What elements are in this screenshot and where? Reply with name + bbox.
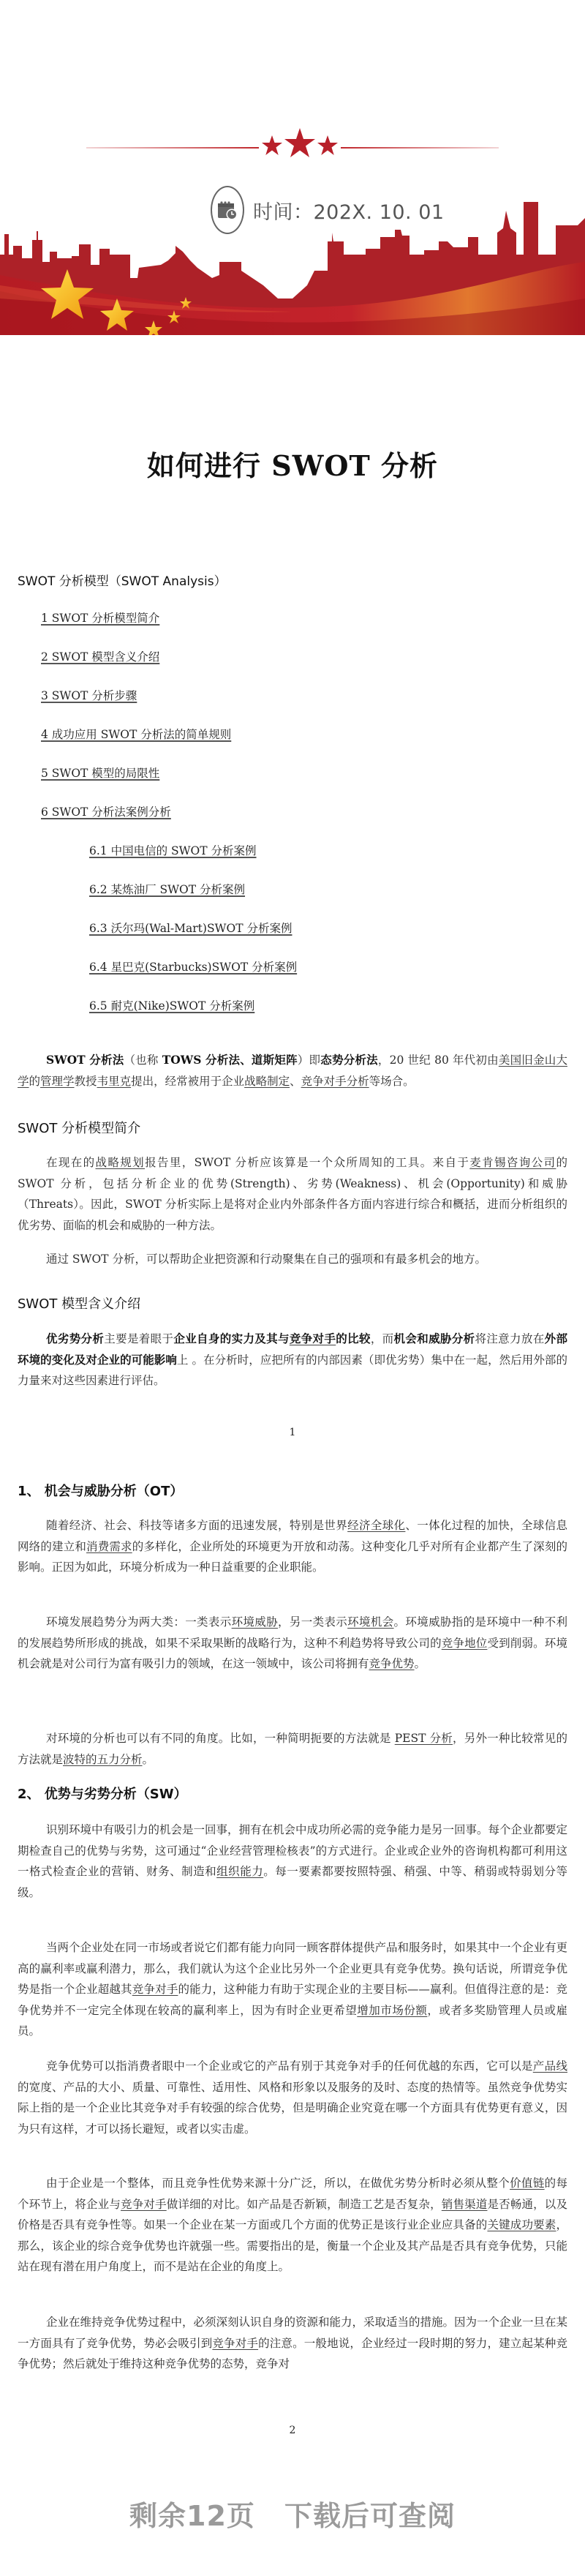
link-competitor-2[interactable]: 竞争对手 — [132, 1983, 178, 1996]
download-to-view-label: 下载后可查阅 — [284, 2500, 456, 2532]
section-heading-intro: SWOT 分析模型简介 — [18, 1121, 141, 1136]
link-porter-five-forces[interactable]: 波特的五力分析 — [63, 1752, 143, 1766]
section2-paragraph-1: 优劣势分析主要是着眼于企业自身的实力及其与竞争对手的比较，而机会和威胁分析将注意力放在外部环境的变化及对企业的可能影响上 。在分析时，应把所有的内部因素（即优劣势）集中在一起，然后用外部的力量来对这些因素进行评估。 — [18, 1332, 567, 1387]
sw-paragraph-5: 企业在维持竞争优势过程中，必须深刻认识自身的资源和能力，采取适当的措施。因为一个企业一旦在某一方面具有了竞争优势，势必会吸引到竞争对手的注意。一般地说，企业经过一段时期的努力，建立起某种竞争优势；然后就处于维持这种竞争优势的态势，竞争对 — [18, 2316, 568, 2370]
city-skyline-illustration — [0, 189, 585, 335]
link-env-opportunity[interactable]: 环境机会 — [347, 1615, 394, 1629]
ot-paragraph-2: 环境发展趋势分为两大类：一类表示环境威胁，另一类表示环境机会。环境威胁指的是环境中一种不利的发展趋势所形成的挑战，如果不采取果断的战略行为，这种不利趋势将导致公司的竞争地位受到削弱。环境机会就是对公司行为富有吸引力的领域，在这一领域中，该公司将拥有竞争优势。 — [18, 1615, 567, 1670]
link-competitor-analysis[interactable]: 竞争对手分析 — [301, 1074, 369, 1088]
link-sales-channel[interactable]: 销售渠道 — [441, 2197, 488, 2211]
toc-heading: SWOT 分析模型（SWOT Analysis） — [18, 574, 227, 589]
remaining-pages-label: 剩余12页 — [129, 2500, 255, 2532]
toc-link-2[interactable]: 2 SWOT 模型含义介绍 — [41, 650, 160, 664]
link-product-line[interactable]: 产品线 — [532, 2059, 567, 2073]
page-number-1: 1 — [289, 1427, 296, 1438]
link-strategic-planning[interactable]: 战略规划 — [95, 1156, 146, 1169]
toc-link-6-5[interactable]: 6.5 耐克(Nike)SWOT 分析案例 — [89, 999, 255, 1013]
sw-paragraph-4: 由于企业是一个整体，而且竞争性优势来源十分广泛，所以，在做优劣势分析时必须从整个价值链的每个环节上，将企业与竞争对手做详细的对比。如产品是否新颖，制造工艺是否复杂，销售渠道是否畅通，以及价格是否具有竞争性等。如果一个企业在某一方面或几个方面的优势正是该行业企业应具备的关键成功要素，那么，该企业的综合竞争优势也许就强一些。需要指出的是，衡量一个企业及其产品是否具有竞争优势，只能站在现有潜在用户角度上，而不是站在企业的角度上。 — [18, 2177, 567, 2273]
link-competitive-position[interactable]: 竞争地位 — [441, 1636, 488, 1650]
link-mckinsey[interactable]: 麦肯锡咨询公司 — [469, 1156, 556, 1169]
toc-link-6[interactable]: 6 SWOT 分析法案例分析 — [41, 806, 171, 819]
link-globalization[interactable]: 经济全球化 — [347, 1519, 406, 1532]
ot-paragraph-1: 随着经济、社会、科技等诸多方面的迅速发展，特别是世界经济全球化、一体化过程的加快，全球信息网络的建立和消费需求的多样化，企业所处的环境更为开放和动荡。这种变化几乎对所有企业都产生了深刻的影响。正因为如此，环境分析成为一种日益重要的企业职能。 — [18, 1519, 567, 1574]
toc-link-6-1[interactable]: 6.1 中国电信的 SWOT 分析案例 — [89, 844, 257, 857]
link-strategy[interactable]: 战略制定 — [244, 1074, 290, 1088]
toc-link-3[interactable]: 3 SWOT 分析步骤 — [41, 689, 137, 702]
sw-paragraph-2: 当两个企业处在同一市场或者说它们都有能力向同一顾客群体提供产品和服务时，如果其中一个企业有更高的赢利率或赢利潜力，那么，我们就认为这个企业比另外一个企业更具有竞争优势。换句话说，所谓竞争优势是指一个企业超越其竞争对手的能力，这种能力有助于实现企业的主要目标——赢利。但值得注意的是：竞争优势并不一定完全体现在较高的赢利率上，因为有时企业更希望增加市场份额，或者多奖励管理人员或雇员。 — [18, 1941, 568, 2038]
sw-paragraph-3: 竞争优势可以指消费者眼中一个企业或它的产品有别于其竞争对手的任何优越的东西，它可以是产品线的宽度、产品的大小、质量、可靠性、适用性、风格和形象以及服务的及时、态度的热情等。虽然竞争优势实际上指的是一个企业比其竞争对手有较强的综合优势，但是明确企业究竟在哪一个方面具有优势更有意义，因为只有这样，才可以扬长避短，或者以实击虚。 — [18, 2059, 567, 2136]
date-label: 时间：202X. 10. 01 — [253, 200, 445, 224]
section1-paragraph-1: 在现在的战略规划报告里，SWOT 分析应该算是一个众所周知的工具。来自于麦肯锡咨询公司的 SWOT 分析，包括分析企业的优势(Strength)、劣势(Weakness)、机会(Opportunity)和威胁（Threats）。因此，SWOT 分析实际上是将对企业内外部条件各方面内容进行综合和概括，进而分析组织的优劣势、面临的机会和威胁的一种方法。 — [18, 1156, 567, 1232]
link-weihrich[interactable]: 韦里克 — [97, 1074, 132, 1088]
link-env-threat[interactable]: 环境威胁 — [231, 1615, 279, 1629]
cover-banner — [0, 0, 585, 335]
link-competitor[interactable]: 竞争对手 — [289, 1332, 336, 1345]
intro-paragraph: SWOT 分析法（也称 TOWS 分析法、道斯矩阵）即态势分析法，20 世纪 80 年代初由美国旧金山大学的管理学教授韦里克提出，经常被用于企业战略制定、竞争对手分析等场合。 — [18, 1053, 567, 1088]
page-number-2: 2 — [289, 2425, 296, 2436]
sw-paragraph-1: 识别环境中有吸引力的机会是一回事，拥有在机会中成功所必需的竞争能力是另一回事。每个企业都要定期检查自己的优势与劣势，这可通过“企业经营管理检核表”的方式进行。企业或企业外的咨询机构都可利用这一格式检查企业的营销、财务、制造和组织能力。每一要素都要按照特强、稍强、中等、稍弱或特弱划分等级。 — [18, 1823, 568, 1899]
divider-line-left — [86, 147, 259, 149]
subsection-heading-ot: 1、 机会与威胁分析（OT） — [18, 1484, 184, 1499]
link-pest[interactable]: PEST 分析 — [394, 1732, 453, 1745]
link-consumer-demand[interactable]: 消费需求 — [86, 1539, 132, 1553]
ot-paragraph-3: 对环境的分析也可以有不同的角度。比如，一种简明扼要的方法就是 PEST 分析，另外一种比较常见的方法就是波特的五力分析。 — [18, 1732, 567, 1766]
link-key-success-factors[interactable]: 关键成功要素 — [487, 2218, 556, 2231]
toc-link-6-4[interactable]: 6.4 星巴克(Starbucks)SWOT 分析案例 — [89, 961, 298, 974]
toc-link-6-2[interactable]: 6.2 某炼油厂 SWOT 分析案例 — [89, 883, 246, 896]
link-us-university[interactable]: 美国旧金山大学 — [18, 1054, 567, 1088]
download-watermark[interactable] — [0, 2493, 585, 2534]
toc-link-5[interactable]: 5 SWOT 模型的局限性 — [41, 767, 160, 780]
section-heading-meaning: SWOT 模型含义介绍 — [18, 1296, 141, 1312]
link-competitive-advantage[interactable]: 竞争优势 — [369, 1657, 415, 1670]
link-value-chain[interactable]: 价值链 — [510, 2177, 545, 2190]
divider-line-right — [341, 147, 499, 149]
link-competitor-3[interactable]: 竞争对手 — [121, 2197, 167, 2211]
link-market-share[interactable]: 增加市场份额 — [357, 2003, 428, 2017]
link-management[interactable]: 管理学 — [40, 1074, 75, 1088]
link-competitor-4[interactable]: 竞争对手 — [212, 2336, 259, 2350]
section1-paragraph-2: 通过 SWOT 分析，可以帮助企业把资源和行动聚集在自己的强项和有最多机会的地方。 — [46, 1253, 486, 1266]
toc-link-4[interactable]: 4 成功应用 SWOT 分析法的简单规则 — [41, 728, 232, 741]
three-stars-icon — [262, 127, 338, 165]
toc-link-6-3[interactable]: 6.3 沃尔玛(Wal-Mart)SWOT 分析案例 — [89, 922, 292, 935]
toc-link-1[interactable]: 1 SWOT 分析模型简介 — [41, 612, 160, 625]
link-org-capability[interactable]: 组织能力 — [216, 1865, 264, 1878]
document-title: 如何进行 SWOT 分析 — [147, 449, 438, 482]
subsection-heading-sw: 2、 优势与劣势分析（SW） — [18, 1787, 187, 1802]
